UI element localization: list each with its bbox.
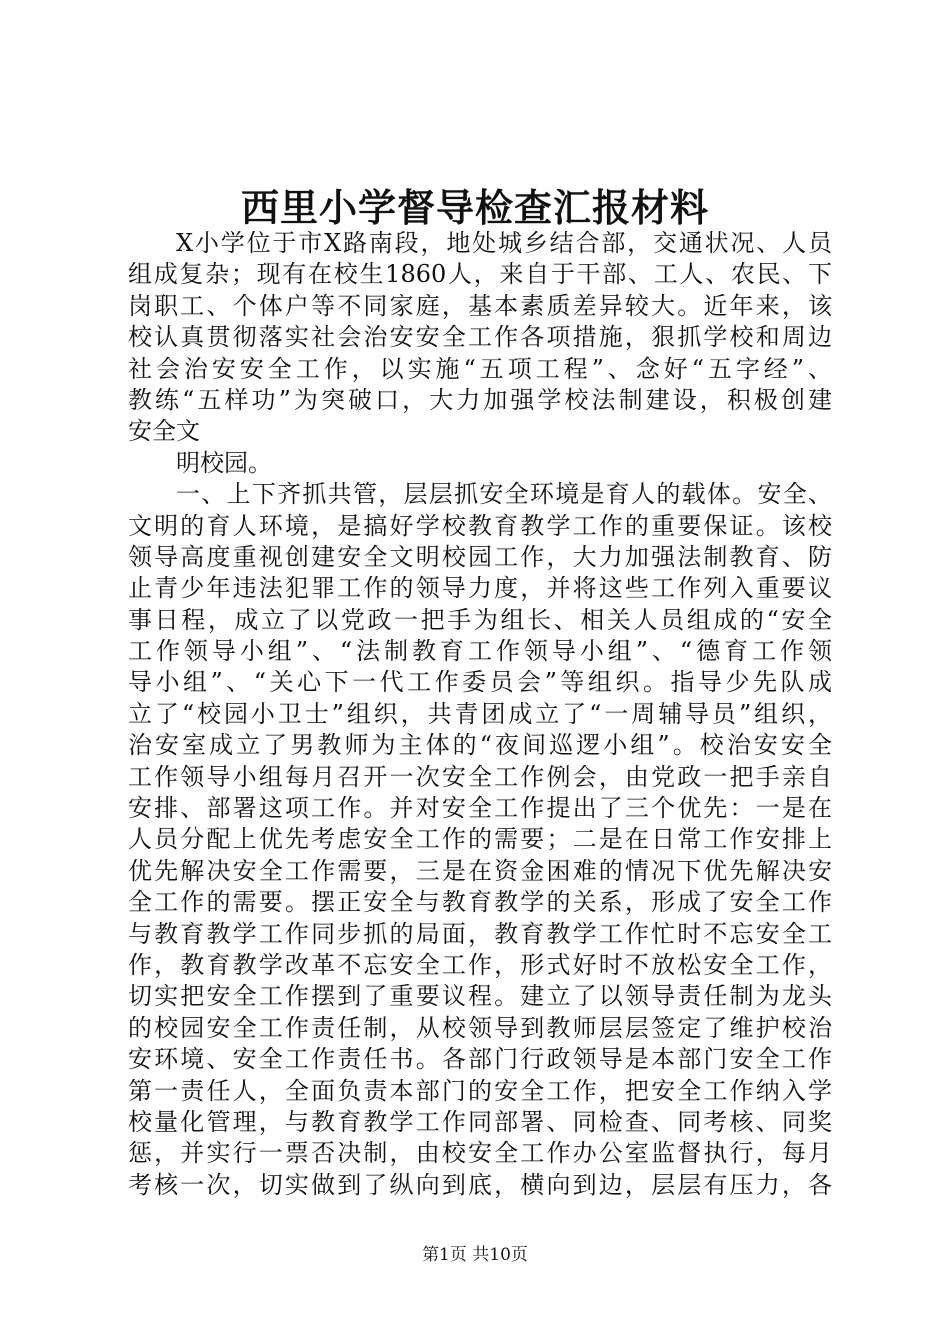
text-line: 人员分配上优先考虑安全工作的需要；二是在日常工作安排上 <box>128 825 832 854</box>
text-line: 导小组”、“关心下一代工作委员会”等组织。指导少先队成 <box>128 668 832 697</box>
text-line: 优先解决安全工作需要，三是在资金困难的情况下优先解决安 <box>128 856 832 885</box>
text-line: 组成复杂；现有在校生1860人，来自于干部、工人、农民、下 <box>128 260 832 289</box>
text-line: 安排、部署这项工作。并对安全工作提出了三个优先：一是在 <box>128 794 832 823</box>
document-title: 西里小学督导检查汇报材料 <box>240 185 709 230</box>
text-line: 明校园。 <box>176 448 272 477</box>
text-line: 安环境、安全工作责任书。各部门行政领导是本部门安全工作 <box>128 1045 832 1074</box>
text-line: 校量化管理，与教育教学工作同部署、同检查、同考核、同奖 <box>128 1107 832 1136</box>
text-line: 治安室成立了男教师为主体的“夜间巡逻小组”。校治安安全 <box>128 731 832 760</box>
text-line: X小学位于市X路南段，地处城乡结合部，交通状况、人员 <box>176 229 832 257</box>
text-line: 工作领导小组”、“法制教育工作领导小组”、“德育工作领 <box>128 637 832 666</box>
text-line: 岗职工、个体户等不同家庭，基本素质差异较大。近年来，该 <box>128 291 832 320</box>
text-line: 全工作的需要。摆正安全与教育教学的关系，形成了安全工作 <box>128 888 832 917</box>
page-footer: 第1页 共10页 <box>422 1245 528 1265</box>
text-line: 社会治安安全工作，以实施“五项工程”、念好“五字经”、 <box>128 354 832 383</box>
text-line: 止青少年违法犯罪工作的领导力度，并将这些工作列入重要议 <box>128 574 832 603</box>
text-line: 校认真贯彻落实社会治安安全工作各项措施，狠抓学校和周边 <box>128 323 832 352</box>
document-body <box>128 228 832 1201</box>
text-line: 工作领导小组每月召开一次安全工作例会，由党政一把手亲自 <box>128 762 832 791</box>
text-line: 文明的育人环境，是搞好学校教育教学工作的重要保证。该校 <box>128 511 832 540</box>
text-line: 领导高度重视创建安全文明校园工作，大力加强法制教育、防 <box>128 542 832 571</box>
text-line: 第一责任人，全面负责本部门的安全工作，把安全工作纳入学 <box>128 1076 832 1105</box>
text-line: 切实把安全工作摆到了重要议程。建立了以领导责任制为龙头 <box>128 982 832 1011</box>
text-line: 事日程，成立了以党政一把手为组长、相关人员组成的“安全 <box>128 605 832 634</box>
text-line: 一、上下齐抓共管，层层抓安全环境是育人的载体。安全、 <box>176 480 832 509</box>
text-line: 考核一次，切实做到了纵向到底，横向到边，层层有压力，各 <box>128 1170 832 1199</box>
text-line: 惩，并实行一票否决制，由校安全工作办公室监督执行，每月 <box>128 1139 832 1168</box>
text-line: 的校园安全工作责任制，从校领导到教师层层签定了维护校治 <box>128 1013 832 1042</box>
text-line: 安全文 <box>128 417 200 446</box>
text-line: 教练“五样功”为突破口，大力加强学校法制建设，积极创建 <box>128 385 832 414</box>
text-line: 与教育教学工作同步抓的局面，教育教学工作忙时不忘安全工 <box>128 919 832 948</box>
text-line: 立了“校园小卫士”组织，共青团成立了“一周辅导员”组织， <box>128 699 832 728</box>
text-line: 作，教育教学改革不忘安全工作，形式好时不放松安全工作， <box>128 950 832 979</box>
